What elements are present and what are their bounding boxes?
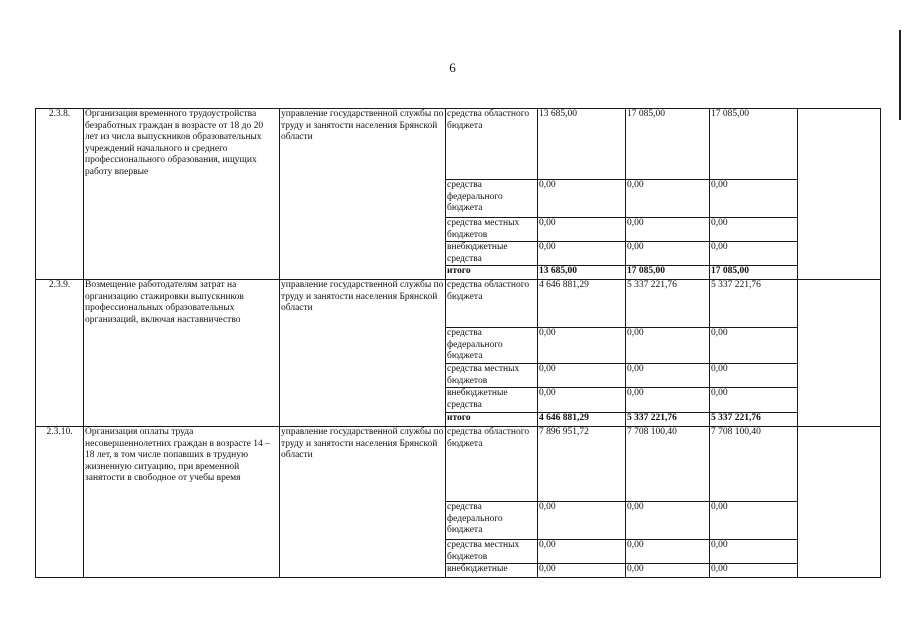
funding-value-year1: 13 685,00 <box>538 266 626 280</box>
funding-value-year3: 17 085,00 <box>710 266 798 280</box>
page-number: 6 <box>449 60 456 75</box>
funding-source-label: средства областного бюджета <box>446 280 538 328</box>
funding-value-year2: 5 337 221,76 <box>626 413 710 427</box>
activity-number: 2.3.9. <box>36 280 84 427</box>
funding-source-label: средства местных бюджетов <box>446 218 538 242</box>
funding-value-year3: 0,00 <box>710 328 798 364</box>
activity-name: Возмещение работодателям затрат на организацию стажировки выпускников профессиональных образовательных организаций, включая наставничество <box>84 280 280 427</box>
funding-value-year1: 0,00 <box>538 328 626 364</box>
program-activities-table <box>35 108 881 578</box>
activity-number: 2.3.8. <box>36 109 84 280</box>
funding-value-year1: 0,00 <box>538 364 626 388</box>
funding-value-year1: 13 685,00 <box>538 109 626 180</box>
funding-source-label: средства федерального бюджета <box>446 328 538 364</box>
funding-value-year1: 4 646 881,29 <box>538 280 626 328</box>
funding-value-year3: 5 337 221,76 <box>710 413 798 427</box>
funding-source-label: внебюджетные средства <box>446 388 538 413</box>
funding-value-year1: 0,00 <box>538 540 626 564</box>
funding-value-year3: 0,00 <box>710 502 798 540</box>
funding-value-year2: 0,00 <box>626 502 710 540</box>
funding-value-year2: 7 708 100,40 <box>626 427 710 502</box>
funding-value-year3: 17 085,00 <box>710 109 798 180</box>
funding-source-label: средства федерального бюджета <box>446 502 538 540</box>
funding-value-year1: 0,00 <box>538 388 626 413</box>
funding-value-year2: 17 085,00 <box>626 266 710 280</box>
activity-name: Организация оплаты труда несовершеннолетних граждан в возрасте 14 – 18 лет, в том числе попавших в трудную жизненную ситуацию, при временной занятости в свободное от учебы время <box>84 427 280 578</box>
funding-value-year1: 7 896 951,72 <box>538 427 626 502</box>
funding-value-year3: 0,00 <box>710 388 798 413</box>
funding-value-year1: 0,00 <box>538 502 626 540</box>
funding-source-label: итого <box>446 266 538 280</box>
activity-executor: управление государственной службы по труду и занятости населения Брянской области <box>280 280 446 427</box>
funding-source-label: средства областного бюджета <box>446 427 538 502</box>
funding-value-year2: 0,00 <box>626 388 710 413</box>
funding-value-year1: 0,00 <box>538 180 626 218</box>
funding-value-year3: 7 708 100,40 <box>710 427 798 502</box>
funding-source-label: средства местных бюджетов <box>446 540 538 564</box>
funding-value-year1: 0,00 <box>538 564 626 578</box>
activity-name: Организация временного трудоустройства безработных граждан в возрасте от 18 до 20 лет из числа выпускников образовательных учреждений начального и среднего профессионального образования, ищущих работу впервые <box>84 109 280 280</box>
funding-value-year2: 0,00 <box>626 540 710 564</box>
funding-source-label: внебюджетные средства <box>446 242 538 266</box>
table-row <box>36 427 881 502</box>
funding-value-year2: 5 337 221,76 <box>626 280 710 328</box>
funding-value-year2: 0,00 <box>626 180 710 218</box>
funding-source-label: итого <box>446 413 538 427</box>
funding-value-year3: 5 337 221,76 <box>710 280 798 328</box>
empty-cell <box>798 109 881 280</box>
funding-value-year2: 0,00 <box>626 364 710 388</box>
funding-source-label: средства федерального бюджета <box>446 180 538 218</box>
empty-cell <box>798 280 881 427</box>
funding-value-year2: 0,00 <box>626 564 710 578</box>
funding-source-label: средства областного бюджета <box>446 109 538 180</box>
table-row <box>36 280 881 328</box>
funding-source-label: средства местных бюджетов <box>446 364 538 388</box>
activity-executor: управление государственной службы по труду и занятости населения Брянской области <box>280 109 446 280</box>
activity-executor: управление государственной службы по труду и занятости населения Брянской области <box>280 427 446 578</box>
funding-source-label: внебюджетные <box>446 564 538 578</box>
funding-value-year3: 0,00 <box>710 540 798 564</box>
funding-value-year3: 0,00 <box>710 364 798 388</box>
funding-value-year2: 0,00 <box>626 218 710 242</box>
funding-value-year3: 0,00 <box>710 564 798 578</box>
table-row <box>36 109 881 180</box>
funding-value-year2: 0,00 <box>626 328 710 364</box>
funding-value-year3: 0,00 <box>710 242 798 266</box>
funding-value-year1: 0,00 <box>538 218 626 242</box>
activity-number: 2.3.10. <box>36 427 84 578</box>
funding-value-year3: 0,00 <box>710 180 798 218</box>
empty-cell <box>798 427 881 578</box>
funding-value-year1: 4 646 881,29 <box>538 413 626 427</box>
funding-value-year2: 0,00 <box>626 242 710 266</box>
funding-value-year3: 0,00 <box>710 218 798 242</box>
funding-value-year1: 0,00 <box>538 242 626 266</box>
funding-value-year2: 17 085,00 <box>626 109 710 180</box>
scan-edge-mark <box>899 30 901 120</box>
